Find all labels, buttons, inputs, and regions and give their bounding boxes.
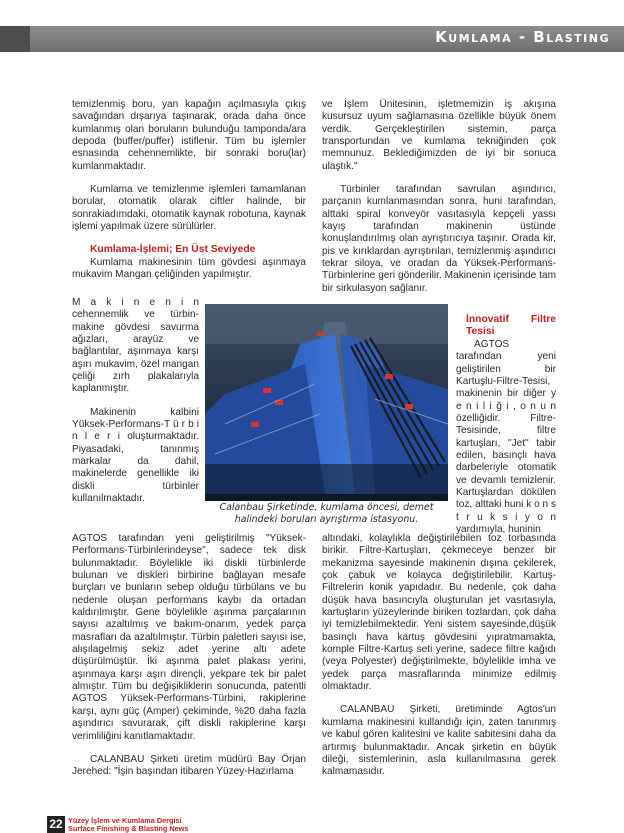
paragraph: M a k i n e n i n cehennemlik ve türbin-makine gövdesi savurma ağızları, arayüz ve bağlantılar, aşınmaya karşı aşırı mukavim, özel mangan çeliği zırh plakalarıyla kaplanmıştır. — [72, 297, 199, 395]
paragraph: Makinenin kalbini Yüksek-Performans-T ü r b i n l e r i oluşturmaktadır. Piyasadaki, tanınmış markalar da dahil, makinelerde genellikle iki diskli türbinler kullanılmaktadır. — [72, 406, 199, 505]
left-column-bottom — [72, 533, 306, 779]
figure-caption: Calanbau Şirketinde, kumlama öncesi, demet halindeki boruları ayrıştırma istasyonu. — [219, 502, 434, 525]
left-column-narrow — [72, 297, 199, 506]
section-heading: Kumlama-İşlemi; En Üst Seviyede — [90, 244, 256, 256]
header-cap — [0, 26, 30, 52]
page-number: 22 — [47, 816, 65, 833]
magazine-name-en: Surface Finishing & Blasting News — [68, 824, 189, 833]
section-title: Kumlama - Blasting — [435, 28, 610, 46]
paragraph: ve İşlem Ünitesinin, işletmemizin iş akışına kusursuz uyum sağlamasına özellikle büyük önem verdik. Gerçekleştirilen sistemin, parça transportundan ve kumlama tekniğinden çok memnunuz. Beklediğimizden de iyi bir sonuca ulaştık." — [322, 99, 556, 172]
right-column-bottom — [322, 533, 556, 779]
section-heading: İnnovatif Filtre Tesisi — [466, 314, 556, 338]
magazine-name — [68, 817, 188, 833]
magazine-name-tr: Yüzey İşlem ve Kumlama Dergisi — [68, 816, 182, 825]
paragraph: Türbinler tarafından savrulan aşındırıcı, parçanın kumlanmasından sonra, huni tarafından, alttaki spiral konveyör vasıtasıyla kepçeli yassı kayış tarafından makinenin üstünde konuşlandırılmış olan ayrıştırıcıya taşınır. Orada kir, pis ve kırıklardan ayrıştırılan, temizlenmiş aşındırıcı tekrar siloya, ve oradan da Yüksek-Performans-Türbinlerine geri gönderilir. Makinenin içerisinde tam bir sirkulasyon sağlanır. — [322, 184, 556, 294]
machine-illustration — [205, 304, 448, 501]
paragraph: AGTOS tarafından yeni geliştirilen bir Kartuşlu-Filtre-Tesisi, makinenin bir diğer y e n i l i ğ i , o n u n özelliğidir. Filtre-Tesisinde, filtre kartuşları, "Jet" tabir edilen, basınçlı hava darbeleriyle otomatik ve devamlı temizlenir. Kartuşlardan dökülen toz, alttaki huni k o n s t r u k s i y o n yardımıyla, huninin — [456, 338, 556, 535]
paragraph: CALANBAU Şirketi, üretiminde Agtos'un kumlama makinesini kullandığı için, zaten tanınmış ve kabul gören kalitesini ve kalite sabitesini daha da artırmış bulunmaktadır. Ancak şirketin en büyük dileği, sistemlerinin, asla kullanılmasına gerek kalmamasıdır. — [322, 704, 556, 778]
right-column-top — [322, 99, 556, 295]
paragraph: Kumlama makinesinin tüm gövdesi aşınmaya mukavim Mangan çeliğinden yapılmıştır. — [72, 256, 306, 281]
paragraph: CALANBAU Şirketi üretim müdürü Bay Örjan Jerehed: "İşin başından itibaren Yüzey-Hazırlama — [72, 753, 306, 778]
machine-photo — [205, 304, 448, 501]
paragraph: Kumlama ve temizlenme işlemleri tamamlanan borular, otomatik olarak ciftler halinde, bir sonrakiadımdaki, otomatik kaynak robotuna, kaynak işlemi yapılmak üzere sürülürler. — [72, 184, 306, 233]
paragraph: temizlenmiş boru, yan kapağın açılmasıyla çıkış savağından dışarıya taşınarak, orada daha önce kumlanmış olan boruların bulunduğu tamponda/ara depoda (buffer/puffer) istiflenir. Tüm bu işlemler esnasında cehennemlikte, bir sonraki boru(lar) kumlanmaktadır. — [72, 99, 306, 172]
paragraph: altındaki, kolaylıkla değiştirilebilen toz torbasında birikir. Filtre-Kartuşları, çekmeceye benzer bir mekanizma sayesinde makinenin dışına çekilerek, çok çabuk ve kolayca değiştirilebilir. Kartuş-Filtrelerin konik yapıdadır. Bu nedenle, çok daha düşük hava basıncıyla oluşturulan jet vasıtasıyla, kartuşların yüzeylerinde biriken tozlardan, çok daha iyi temizlebilmektedir. Yeni sistem sayesinde,düşük basınçlı hava kartuş gövdesini yıpratmamakta, komple Filtre-Kartuş seti yerine, sadece filtre kağıdı (veya Polyester) değiştirilmekte, böylelikle imha ve yedek parça masraflarında minimize edilmiş olmaktadır. — [322, 533, 556, 693]
left-column-top — [72, 99, 306, 282]
right-column-narrow — [456, 314, 556, 536]
paragraph: AGTOS tarafından yeni geliştirilmiş "Yüksek-Performans-Türbinlerindeyse", sadece tek disk bulunmaktadır. Böylelikle iki diskli türbinlerde bulunan ve diskleri birbirine bağlayan mesafe burçları ve bunların sebep olduğu türbülans ve bu nedenle oluşan performans kaybı da ortadan kaldırılmıştır. Gene böylelikle aşınma parçalarının sayısı azaltılmış ve bakım-onarım, yedek parça masrafları da azaltılmıştır. Türbin paletleri sayısı ise, alışılagelmiş sekiz adet yerine altı adete düşürülmüştür. İki aşınma palet plakası yerini, aşınmaya karşı aşırı dirençli, yekpare tek bir palet almıştır. Tüm bu değişikliklerin sonucunda, patentli AGTOS Yüksek-Performans-Türbini, rakiplerine karşı, aynı güç (Amper) çekiminde, %20 daha fazla aşındırıcı savurarak, çift diskli rakiplerine karşı verimliliğini kanıtlamaktadır. — [72, 533, 306, 742]
